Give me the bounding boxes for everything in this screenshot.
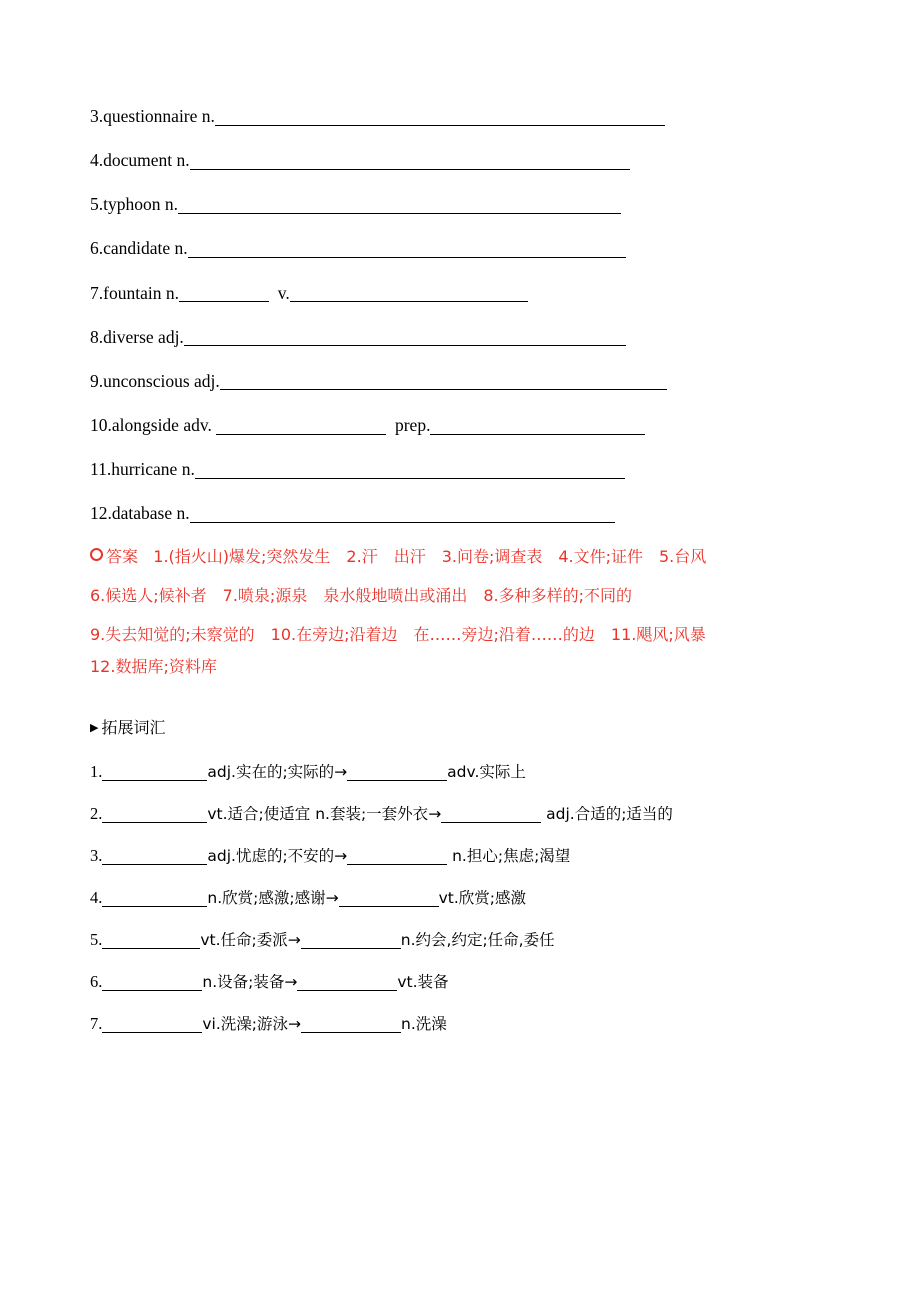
answer-blank[interactable] bbox=[102, 933, 200, 949]
vocab-item bbox=[90, 326, 830, 347]
extension-item bbox=[90, 974, 830, 991]
vocab-item bbox=[90, 152, 830, 170]
vocab-number: 5. bbox=[90, 194, 104, 215]
extension-def-secondary: vt.欣赏;感激 bbox=[438, 889, 526, 908]
extension-number: 2. bbox=[90, 804, 103, 824]
answer-key-label: 答案 bbox=[106, 547, 139, 567]
vocab-word: hurricane bbox=[111, 459, 178, 480]
document-content bbox=[90, 108, 830, 1058]
vocab-number: 9. bbox=[90, 370, 104, 391]
extension-def-secondary: n.洗澡 bbox=[401, 1015, 447, 1034]
answer-text: 12.数据库;资料库 bbox=[90, 657, 217, 677]
vocab-item bbox=[90, 370, 830, 391]
extension-number: 4. bbox=[90, 888, 103, 908]
vocab-number: 8. bbox=[90, 326, 104, 347]
extension-item bbox=[90, 1016, 830, 1033]
answer-blank[interactable] bbox=[347, 849, 447, 865]
extension-def-primary: vt.适合;使适宜 n.套装;一套外衣 bbox=[207, 805, 429, 824]
vocab-item bbox=[90, 461, 830, 479]
extension-def-primary: n.欣赏;感激;感谢 bbox=[207, 889, 326, 908]
vocab-pos-secondary: prep. bbox=[394, 415, 431, 435]
vocab-word: alongside bbox=[111, 415, 179, 435]
vocab-pos: n. bbox=[181, 459, 195, 480]
vocab-word: diverse bbox=[103, 326, 154, 347]
vocab-word: database bbox=[111, 503, 173, 524]
answer-blank[interactable] bbox=[216, 417, 386, 435]
extension-def-secondary: n.担心;焦虑;渴望 bbox=[452, 847, 571, 866]
arrow-right-icon: → bbox=[428, 805, 442, 824]
extension-def-primary: vt.任命;委派 bbox=[200, 931, 288, 950]
answer-blank[interactable] bbox=[441, 807, 541, 823]
answer-blank[interactable] bbox=[102, 975, 202, 991]
answer-key-line bbox=[90, 588, 830, 604]
answer-blank[interactable] bbox=[190, 152, 630, 170]
vocab-item bbox=[90, 108, 830, 126]
answer-blank[interactable] bbox=[102, 765, 207, 781]
vocab-item bbox=[90, 282, 830, 303]
extension-number: 1. bbox=[90, 762, 103, 782]
vocab-number: 7. bbox=[90, 282, 104, 303]
arrow-right-icon: → bbox=[288, 1015, 302, 1034]
section-heading-extension bbox=[90, 715, 830, 738]
extension-item bbox=[90, 764, 830, 781]
extension-number: 3. bbox=[90, 846, 103, 866]
extension-def-secondary: vt.装备 bbox=[397, 973, 449, 992]
answer-blank[interactable] bbox=[195, 461, 625, 479]
vocab-word: document bbox=[103, 150, 173, 171]
answer-blank[interactable] bbox=[220, 373, 667, 391]
vocab-item bbox=[90, 505, 830, 523]
vocab-word: fountain bbox=[103, 282, 162, 303]
extension-list bbox=[90, 764, 830, 1033]
extension-def-secondary: adj.合适的;适当的 bbox=[546, 805, 673, 824]
extension-def-secondary: n.约会,约定;任命,委任 bbox=[400, 931, 555, 950]
vocab-word: unconscious bbox=[103, 370, 190, 391]
answer-blank[interactable] bbox=[215, 108, 665, 126]
vocab-word: typhoon bbox=[103, 194, 161, 215]
extension-item bbox=[90, 890, 830, 907]
answer-blank[interactable] bbox=[184, 329, 626, 347]
answer-key bbox=[90, 549, 830, 675]
vocab-number: 10. bbox=[90, 415, 112, 435]
arrow-right-icon: → bbox=[287, 931, 301, 950]
vocab-item bbox=[90, 196, 830, 214]
extension-number: 6. bbox=[90, 972, 103, 992]
answer-blank[interactable] bbox=[290, 285, 528, 303]
vocab-item bbox=[90, 417, 830, 435]
vocab-number: 4. bbox=[90, 150, 104, 171]
answer-text: 6.候选人;候补者 7.喷泉;源泉 泉水般地喷出或涌出 8.多种多样的;不同的 bbox=[90, 586, 632, 606]
vocab-pos: adv. bbox=[183, 415, 212, 435]
answer-blank[interactable] bbox=[430, 417, 645, 435]
extension-def-primary: n.设备;装备 bbox=[202, 973, 285, 992]
answer-text: 9.失去知觉的;未察觉的 10.在旁边;沿着边 在……旁边;沿着……的边 11.飓风;风暴 bbox=[90, 625, 706, 645]
answer-blank[interactable] bbox=[301, 933, 401, 949]
answer-blank[interactable] bbox=[297, 975, 397, 991]
answer-blank[interactable] bbox=[102, 1017, 202, 1033]
extension-item bbox=[90, 932, 830, 949]
answer-blank[interactable] bbox=[179, 285, 269, 303]
extension-number: 7. bbox=[90, 1014, 103, 1034]
answer-key-line bbox=[90, 549, 830, 565]
vocab-list bbox=[90, 108, 830, 523]
answer-blank[interactable] bbox=[339, 891, 439, 907]
circle-bullet-icon bbox=[90, 548, 103, 561]
answer-blank[interactable] bbox=[102, 807, 207, 823]
extension-number: 5. bbox=[90, 930, 103, 950]
vocab-number: 12. bbox=[90, 503, 112, 524]
arrow-right-icon: → bbox=[334, 763, 348, 782]
vocab-pos: n. bbox=[174, 238, 188, 259]
vocab-pos: adj. bbox=[158, 326, 184, 347]
vocab-pos-secondary: v. bbox=[277, 282, 290, 303]
vocab-pos: n. bbox=[176, 503, 190, 524]
answer-blank[interactable] bbox=[190, 505, 615, 523]
answer-blank[interactable] bbox=[102, 891, 207, 907]
answer-text: 1.(指火山)爆发;突然发生 2.汗 出汗 3.问卷;调查表 4.文件;证件 5.台风 bbox=[153, 547, 707, 567]
vocab-word: candidate bbox=[103, 238, 171, 259]
vocab-pos: n. bbox=[201, 106, 215, 127]
answer-blank[interactable] bbox=[347, 765, 447, 781]
extension-def-primary: adj.忧虑的;不安的 bbox=[207, 847, 335, 866]
triangle-right-icon: ▶ bbox=[90, 721, 99, 735]
arrow-right-icon: → bbox=[284, 973, 298, 992]
answer-key-line bbox=[90, 627, 830, 643]
section-heading-label: 拓展词汇 bbox=[101, 718, 166, 738]
extension-def-primary: adj.实在的;实际的 bbox=[207, 763, 335, 782]
arrow-right-icon: → bbox=[325, 889, 339, 908]
vocab-pos: adj. bbox=[194, 370, 220, 391]
arrow-right-icon: → bbox=[334, 847, 348, 866]
answer-blank[interactable] bbox=[102, 849, 207, 865]
vocab-pos: n. bbox=[165, 282, 179, 303]
extension-def-primary: vi.洗澡;游泳 bbox=[202, 1015, 289, 1034]
vocab-pos: n. bbox=[164, 194, 178, 215]
extension-item bbox=[90, 848, 830, 865]
extension-item bbox=[90, 806, 830, 823]
answer-blank[interactable] bbox=[188, 240, 626, 258]
vocab-number: 6. bbox=[90, 238, 104, 259]
answer-key-line bbox=[90, 659, 830, 675]
vocab-number: 3. bbox=[90, 106, 104, 127]
answer-blank[interactable] bbox=[301, 1017, 401, 1033]
answer-blank[interactable] bbox=[178, 196, 621, 214]
vocab-number: 11. bbox=[90, 459, 112, 480]
vocab-word: questionnaire bbox=[103, 106, 198, 127]
vocab-item bbox=[90, 240, 830, 258]
extension-def-secondary: adv.实际上 bbox=[447, 763, 526, 782]
vocab-pos: n. bbox=[176, 150, 190, 171]
